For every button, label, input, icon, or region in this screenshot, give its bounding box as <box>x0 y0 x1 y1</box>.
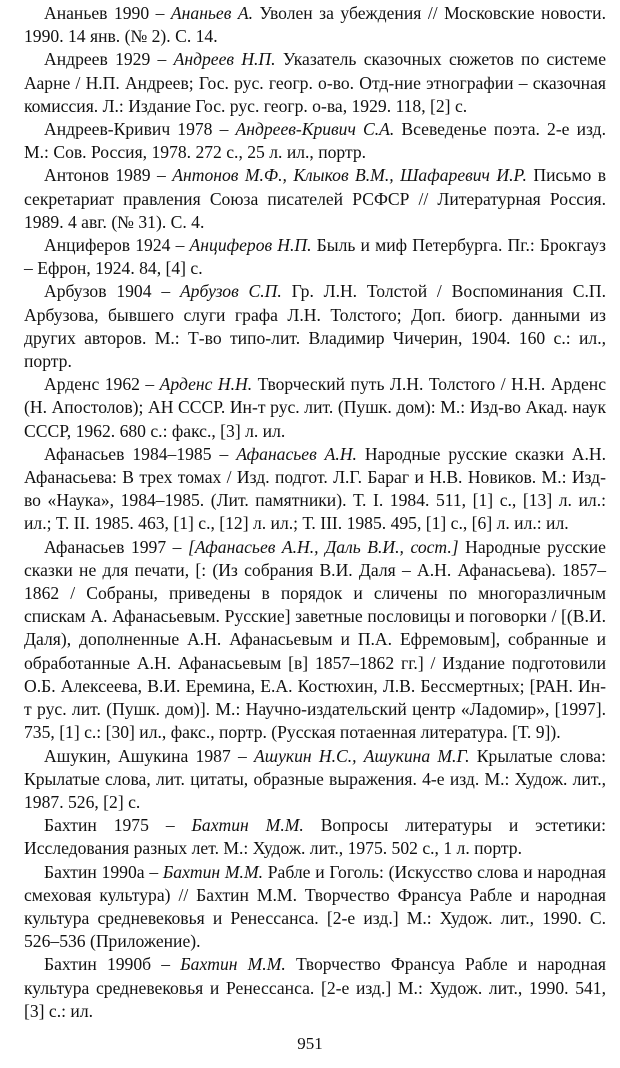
bibliography-entry <box>24 164 606 234</box>
bibliography-entry <box>24 861 606 954</box>
entry-description: Быль и миф Петербурга. Пг.: Брокгауз – Ефрон, 1924. 84, [4] с. <box>24 235 607 279</box>
entry-author: [Афанасьев А.Н., Даль В.И., сост.] <box>187 536 459 557</box>
entry-dash: – <box>212 119 236 140</box>
entry-author: Афанасьев А.Н. <box>236 443 357 464</box>
bibliography-entry <box>24 234 606 280</box>
entry-dash: – <box>230 745 255 766</box>
entry-key: Ашукин, Ашукина 1987 <box>44 745 231 766</box>
entry-dash: – <box>149 3 171 23</box>
entry-description: Рабле и Гоголь: (Искусство слова и народная смеховая культура) // Бахтин М.М. Творчество Франсуа Рабле и народная культура средневековья и Ренессанса. [2-е изд.] М.: Худож. лит., 1990. С. 526–536 (Приложение). <box>24 861 606 952</box>
entry-key: Андреев-Кривич 1978 <box>44 119 213 140</box>
entry-description: Письмо в секретариат правления Союза писателей РСФСР // Литературная Россия. 1989. 4 авг. (№ 31). С. 4. <box>24 165 607 232</box>
entry-author: Андреев Н.П. <box>173 49 276 70</box>
entry-description: Всеведенье поэта. 2-е изд. М.: Сов. Россия, 1978. 272 с., 25 л. ил., портр. <box>24 119 606 163</box>
entry-description: Крылатые слова: Крылатые слова, лит. цитаты, образные выражения. 4-е изд. М.: Худож. лит., 1987. 526, [2] с. <box>24 745 607 812</box>
entry-key: Арденс 1962 <box>44 374 140 395</box>
entry-description: Уволен за убеждения // Московские новости. 1990. 14 янв. (№ 2). С. 14. <box>24 3 606 47</box>
entry-author: Ашукин Н.С., Ашукина М.Г. <box>254 745 470 766</box>
entry-author: Ананьев А. <box>170 3 253 23</box>
entry-dash: – <box>150 49 174 70</box>
entry-dash: – <box>211 443 237 464</box>
entry-description: Творчество Франсуа Рабле и народная культура средневековья и Ренессанса. [2-е изд.] М.: Худож. лит., 1990. 541, [3] с.: ил. <box>24 954 606 1021</box>
entry-description: Народные русские сказки не для печати, [: (Из собрания В.И. Даля – А.Н. Афанасьева). 1857–1862 / Собраны, приведены в порядок и сличены по многоразличным спискам А. Афанасьевым. Русские] заветные пословицы и поговорки / [(В.И. Даля), дополненные А.Н. Афанасьевым и П.А. Ефремовым], собранные и обработанные А.Н. Афанасьевым [в] 1857–1862 гг.] / Издание подготовили О.Б. Алексеева, В.И. Еремина, Е.А. Костюхин, Л.В. Бессмертных; [РАН. Ин-т рус. лит. (Пушк. дом)]. М.: Научно-издательский центр «Ладомир», [1997]. 735, [1] с.: [30] ил., факс., портр. (Русская потаенная литература. [Т. 9]). <box>24 536 606 743</box>
entry-author: Антонов М.Ф., Клыков В.М., Шафаревич И.Р. <box>172 165 527 186</box>
entry-description: Указатель сказочных сюжетов по системе Аарне / Н.П. Андреев; Гос. рус. геогр. о-во. Отд-ние этнографии – сказочная комиссия. Л.: Издание Гос. рус. геогр. о-ва, 1929. 118, [2] с. <box>24 49 606 116</box>
entry-author: Бахтин М.М. <box>180 954 286 975</box>
entry-key: Анциферов 1924 <box>44 235 171 256</box>
entry-key: Андреев 1929 <box>44 49 151 70</box>
entry-dash: – <box>166 536 188 557</box>
bibliography-entry <box>24 2 606 48</box>
bibliography-entry <box>24 814 606 860</box>
bibliography-entry <box>24 953 606 1023</box>
entry-author: Анциферов Н.П. <box>189 235 312 256</box>
entry-author: Бахтин М.М. <box>191 815 304 836</box>
entry-dash: – <box>150 165 173 186</box>
entry-description: Творческий путь Л.Н. Толстого / Н.Н. Арденс (Н. Апостолов); АН СССР. Ин-т рус. лит. (Пушк. дом): М.: Изд-во Акад. наук СССР, 1962. 680 с.: факс., [3] л. ил. <box>24 374 606 441</box>
entry-description: Гр. Л.Н. Толстой / Воспоминания С.П. Арбузова, бывшего слуги графа Л.Н. Толстого; Доп. биогр. данными из других авторов. М.: Т-во типо-лит. Владимир Чичерин, 1904. 160 с.: ил., портр. <box>24 281 606 372</box>
entry-key: Бахтин 1975 <box>44 815 149 836</box>
bibliography-page <box>24 2 606 1023</box>
entry-key: Ананьев 1990 <box>44 3 150 23</box>
entry-description: Народные русские сказки А.Н. Афанасьева: В трех томах / Изд. подгот. Л.Г. Бараг и Н.В. Новиков. М.: Изд-во «Наука», 1984–1985. (Лит. памятники). Т. I. 1984. 511, [1] с., [13] л. ил.: ил.; Т. II. 1985. 463, [1] с., [12] л. ил.; Т. III. 1985. 495, [1] с., [6] л. ил.: ил. <box>24 443 607 534</box>
bibliography-entry <box>24 443 606 536</box>
entry-dash: – <box>151 281 180 302</box>
entry-dash: – <box>151 954 181 975</box>
entry-author: Арбузов С.П. <box>179 281 282 302</box>
entry-author: Бахтин М.М. <box>162 861 263 882</box>
entry-key: Бахтин 1990а <box>44 861 145 882</box>
entry-dash: – <box>139 374 160 395</box>
entry-key: Антонов 1989 <box>44 165 151 186</box>
entry-key: Бахтин 1990б <box>44 954 152 975</box>
page-number: 951 <box>297 1034 323 1053</box>
entry-author: Андреев-Кривич С.А. <box>235 119 395 140</box>
entry-dash: – <box>144 861 163 882</box>
entry-dash: – <box>148 815 192 836</box>
entry-key: Арбузов 1904 <box>44 281 152 302</box>
entry-dash: – <box>170 235 190 256</box>
entry-description: Вопросы литературы и эстетики: Исследования разных лет. М.: Худож. лит., 1975. 502 с., 1 л. портр. <box>24 815 606 859</box>
bibliography-entry <box>24 280 606 373</box>
entry-key: Афанасьев 1997 <box>44 536 167 557</box>
bibliography-entry <box>24 536 606 745</box>
bibliography-entry <box>24 745 606 815</box>
bibliography-entry <box>24 48 606 118</box>
bibliography-entry <box>24 118 606 164</box>
entry-key: Афанасьев 1984–1985 <box>44 443 212 464</box>
bibliography-entry <box>24 373 606 443</box>
entry-author: Арденс Н.Н. <box>159 374 253 395</box>
